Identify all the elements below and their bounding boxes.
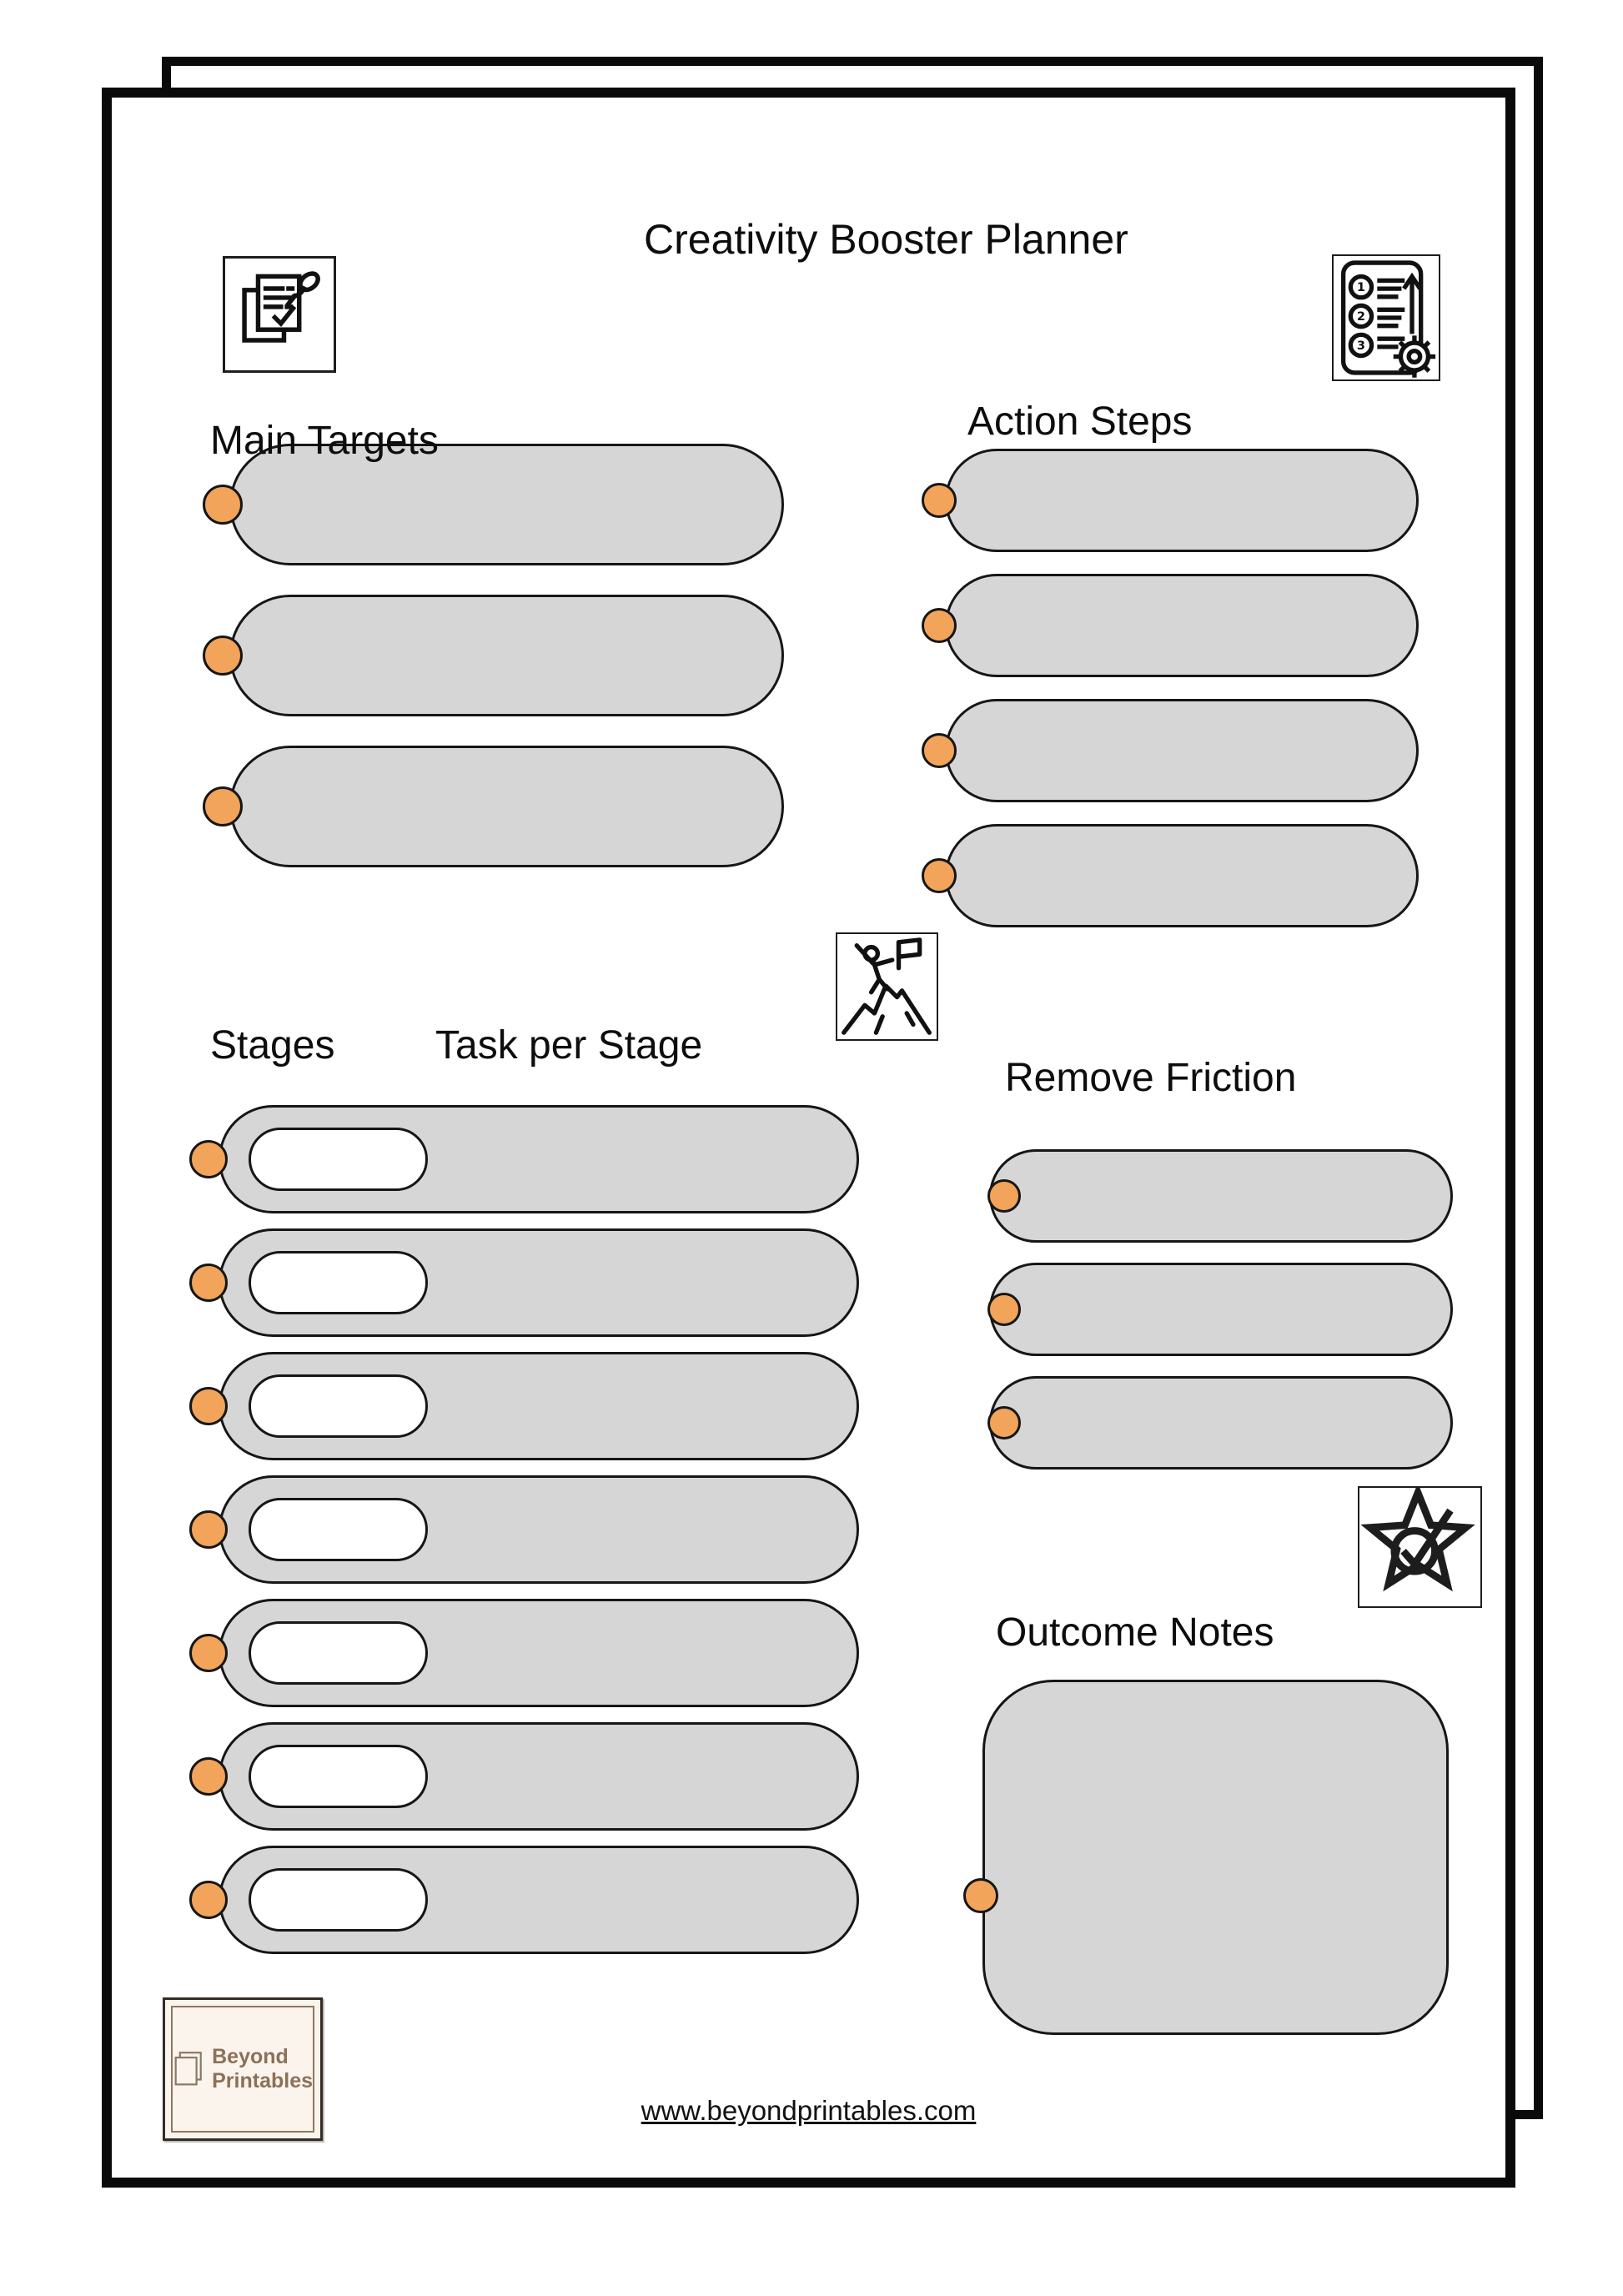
outcome-notes-field (982, 1680, 1449, 2035)
main-targets-heading: Main Targets (210, 419, 439, 463)
remove-friction-field (989, 1376, 1453, 1470)
numbered-steps-gear-glyph (1334, 256, 1439, 379)
bullet-dot-icon (203, 636, 243, 676)
bullet-dot-icon (189, 1881, 228, 1919)
bullet-dot-icon (987, 1293, 1021, 1326)
action-step-field (945, 574, 1419, 677)
bullet-dot-icon (189, 1634, 228, 1672)
stacked-pages-icon (173, 2045, 204, 2093)
stage-name-field (249, 1374, 428, 1438)
action-steps-heading: Action Steps (967, 399, 1193, 444)
mountain-climber-flag-icon (836, 932, 938, 1041)
remove-friction-heading: Remove Friction (1005, 1056, 1297, 1100)
star-checkmark-icon (1358, 1486, 1482, 1608)
action-step-field (945, 824, 1419, 927)
main-target-field (229, 595, 784, 716)
website-link[interactable]: www.beyondprintables.com (641, 2095, 977, 2126)
logo-line1: Beyond (212, 2045, 289, 2069)
logo-line2: Printables (212, 2069, 313, 2093)
footer (102, 2095, 1515, 2127)
stage-name-field (249, 1745, 428, 1808)
action-step-field (945, 449, 1419, 552)
stage-name-field (249, 1498, 428, 1561)
bullet-dot-icon (189, 1757, 228, 1796)
bullet-dot-icon (189, 1510, 228, 1549)
stage-name-field (249, 1128, 428, 1191)
bullet-dot-icon (987, 1179, 1021, 1213)
remove-friction-field (989, 1263, 1453, 1356)
stage-name-field (249, 1868, 428, 1932)
logo-text (212, 2045, 313, 2093)
mountain-climber-flag-glyph (837, 934, 937, 1039)
remove-friction-field (989, 1149, 1453, 1243)
bullet-dot-icon (963, 1878, 998, 1913)
bullet-dot-icon (922, 733, 957, 768)
bullet-dot-icon (203, 786, 243, 826)
main-target-field (229, 746, 784, 867)
outcome-notes-heading: Outcome Notes (996, 1610, 1274, 1655)
step-number-1: 1 (1356, 281, 1366, 295)
stages-heading: Stages (210, 1023, 335, 1068)
numbered-steps-gear-icon (1332, 254, 1440, 381)
bullet-dot-icon (203, 485, 243, 525)
bullet-dot-icon (922, 608, 957, 643)
task-per-stage-heading: Task per Stage (435, 1023, 703, 1068)
bullet-dot-icon (189, 1264, 228, 1302)
star-checkmark-glyph (1359, 1488, 1480, 1606)
bullet-dot-icon (922, 483, 957, 518)
pinned-notes-checklist-icon (223, 256, 336, 373)
page-title: Creativity Booster Planner (644, 216, 1128, 263)
bullet-dot-icon (189, 1140, 228, 1178)
bullet-dot-icon (189, 1387, 228, 1425)
stage-name-field (249, 1251, 428, 1314)
action-step-field (945, 699, 1419, 802)
step-number-3: 3 (1356, 339, 1366, 353)
pinned-notes-checklist-glyph (228, 261, 331, 368)
step-number-2: 2 (1356, 309, 1366, 324)
bullet-dot-icon (922, 858, 957, 893)
bullet-dot-icon (987, 1406, 1021, 1439)
stage-name-field (249, 1621, 428, 1685)
